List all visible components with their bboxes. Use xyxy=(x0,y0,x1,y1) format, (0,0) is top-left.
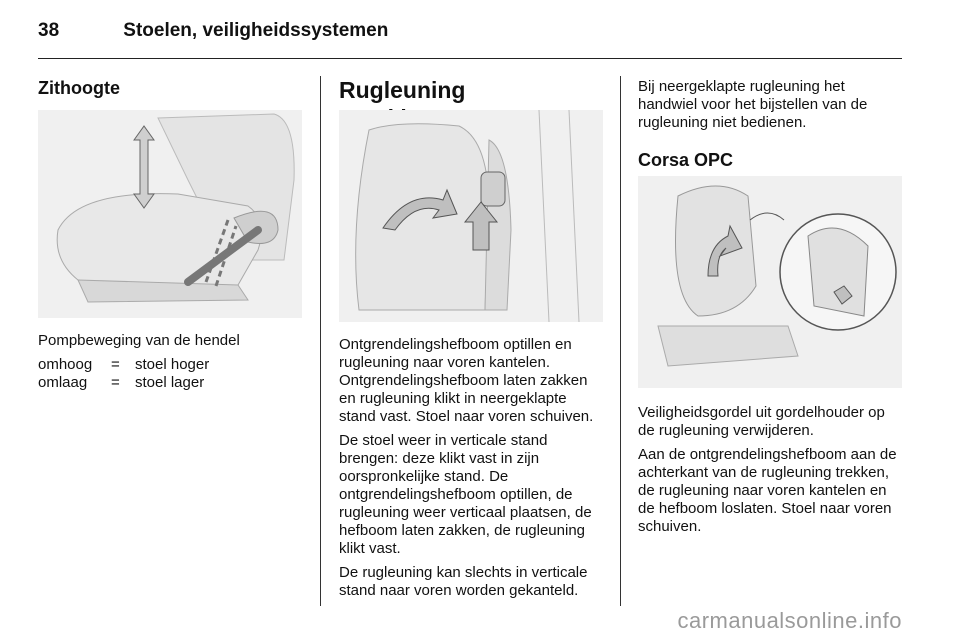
backrest-fold-illustration xyxy=(339,110,603,322)
seat-height-caption: Pompbeweging van de hendel xyxy=(38,332,240,349)
paragraph: De rugleuning kan slechts in verticale stand naar voren worden gekanteld. xyxy=(339,564,588,599)
legend-value: stoel hoger xyxy=(135,356,210,373)
legend-sep: = xyxy=(111,356,120,373)
backrest-text xyxy=(339,336,605,606)
watermark: carmanualsonline.info xyxy=(677,608,902,633)
column-divider xyxy=(620,76,621,606)
seat-height-legend xyxy=(38,356,209,392)
column-divider xyxy=(320,76,321,606)
page-title: Stoelen, veiligheidssystemen xyxy=(123,20,389,41)
corsa-opc-illustration xyxy=(638,176,902,388)
page-header xyxy=(38,20,388,42)
legend-value: stoel lager xyxy=(135,374,205,391)
column-seat-height xyxy=(38,76,300,100)
paragraph: Aan de ontgrendelingshefboom aan de achterkant van de rugleuning trekken, de rugleuning naar voren kantelen en de hefboom loslaten. Stoel naar voren schuiven. xyxy=(638,446,897,535)
seat-height-illustration xyxy=(38,110,302,318)
seat-height-text xyxy=(38,332,300,392)
legend-row xyxy=(38,374,209,392)
legend-sep: = xyxy=(111,374,120,391)
legend-key: omhoog xyxy=(38,356,93,373)
paragraph: Bij neergeklapte rugleuning het handwiel voor het bijstellen van de rugleuning niet bedienen. xyxy=(638,78,868,131)
header-rule xyxy=(38,58,902,59)
legend-row xyxy=(38,356,209,374)
section-heading-rugleuning: Rugleuning xyxy=(339,77,466,103)
opc-text xyxy=(638,404,904,542)
paragraph: Veiligheidsgordel uit gordelhouder op de rugleuning verwijderen. xyxy=(638,404,885,439)
paragraph: De stoel weer in verticale stand brengen: deze klikt vast in zijn oorspronkelijke stand. De ontgrendelingshefboom optillen, de rugleuning weer verticaal plaatsen, de hefboom laten zakken, de rugleuning klikt vast. xyxy=(339,432,592,557)
column-opc xyxy=(638,78,904,172)
legend-key: omlaag xyxy=(38,374,88,391)
section-heading-zithoogte: Zithoogte xyxy=(38,78,120,98)
page-number: 38 xyxy=(38,20,60,41)
paragraph: Ontgrendelingshefboom optillen en rugleuning naar voren kantelen. Ontgrendelingshefboom laten zakken en rugleuning klikt in neergeklapte stand vast. Stoel naar voren schuiven. xyxy=(339,336,594,425)
section-heading-corsa-opc: Corsa OPC xyxy=(638,150,734,170)
